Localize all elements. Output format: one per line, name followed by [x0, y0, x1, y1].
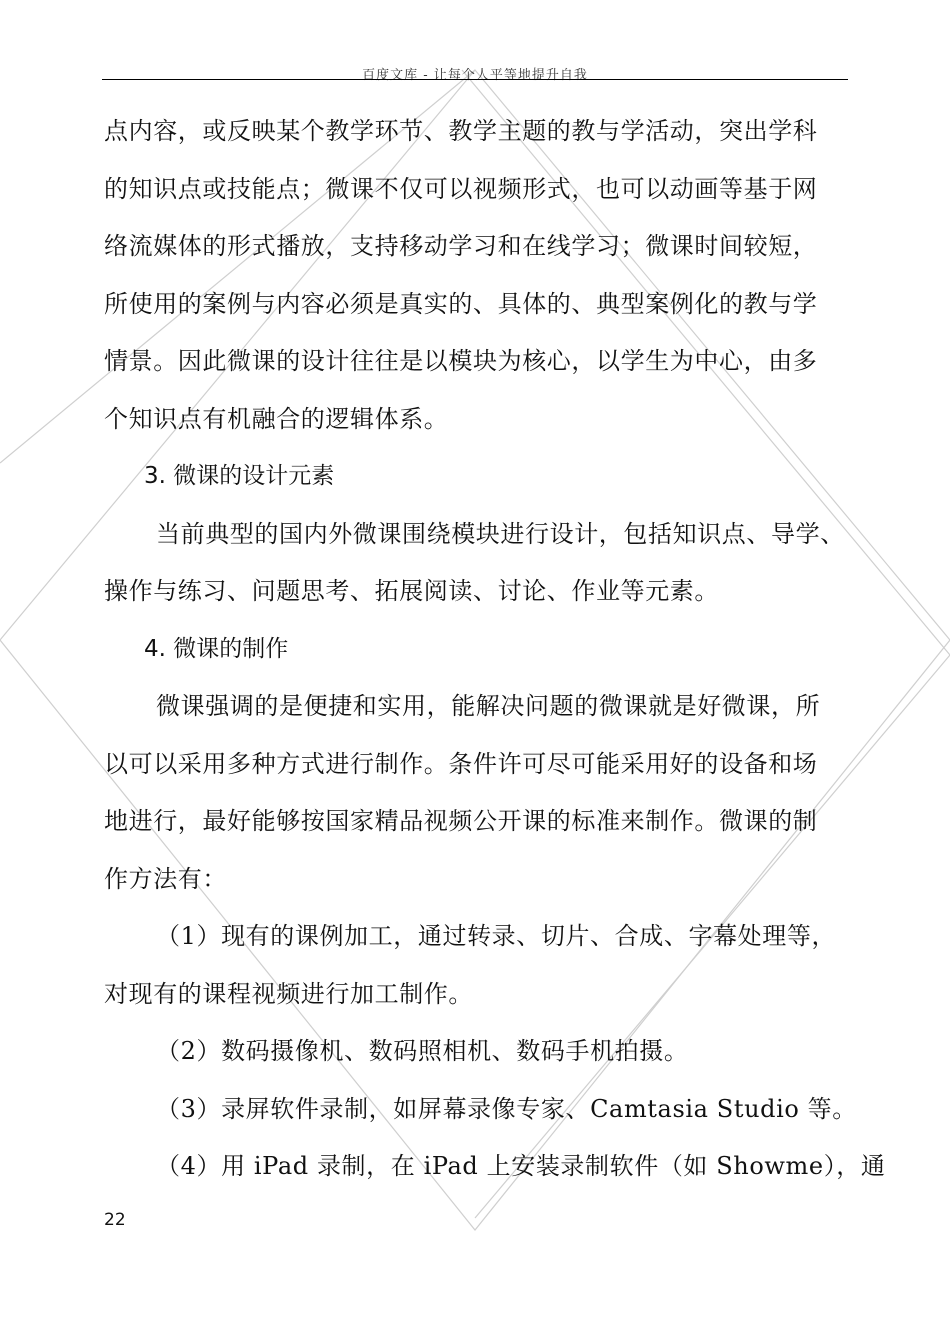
- method-item-2: （2）数码摄像机、数码照相机、数码手机拍摄。: [156, 1037, 689, 1065]
- paragraph-line: 操作与练习、问题思考、拓展阅读、讨论、作业等元素。: [104, 577, 719, 605]
- paragraph-line: 络流媒体的形式播放，支持移动学习和在线学习；微课时间较短，: [104, 232, 818, 260]
- paragraph-line: 点内容，或反映某个教学环节、教学主题的教与学活动，突出学科: [104, 117, 818, 145]
- method-item-1: （1）现有的课例加工，通过转录、切片、合成、字幕处理等，: [156, 922, 837, 950]
- paragraph-line: 地进行，最好能够按国家精品视频公开课的标准来制作。微课的制: [104, 807, 818, 835]
- paragraph-line: 个知识点有机融合的逻辑体系。: [104, 404, 449, 433]
- method-item-1-continued: 对现有的课程视频进行加工制作。: [104, 979, 473, 1008]
- paragraph-line: 所使用的案例与内容必须是真实的、具体的、典型案例化的教与学: [104, 289, 818, 318]
- header-rule: [102, 79, 848, 80]
- paragraph-line: 微课强调的是便捷和实用，能解决问题的微课就是好微课，所: [156, 692, 821, 720]
- document-body: [104, 103, 886, 1196]
- method-item-4: （4）用 iPad 录制，在 iPad 上安装录制软件（如 Showme），通: [156, 1152, 886, 1180]
- method-item-3: （3）录屏软件录制，如屏幕录像专家、Camtasia Studio 等。: [156, 1094, 857, 1123]
- page-header: 百度文库 - 让每个人平等地提升自我: [362, 68, 588, 83]
- page-number: 22: [104, 1210, 126, 1230]
- paragraph-line: 以可以采用多种方式进行制作。条件许可尽可能采用好的设备和场: [104, 749, 818, 778]
- paragraph-line: 作方法有：: [104, 864, 227, 893]
- section-heading-3: 3. 微课的设计元素: [144, 463, 335, 489]
- paragraph-line: 的知识点或技能点；微课不仅可以视频形式，也可以动画等基于网: [104, 174, 818, 203]
- paragraph-line: 当前典型的国内外微课围绕模块进行设计，包括知识点、导学、: [156, 519, 845, 548]
- section-heading-4: 4. 微课的制作: [144, 635, 289, 662]
- paragraph-line: 情景。因此微课的设计往往是以模块为核心，以学生为中心，由多: [104, 347, 818, 375]
